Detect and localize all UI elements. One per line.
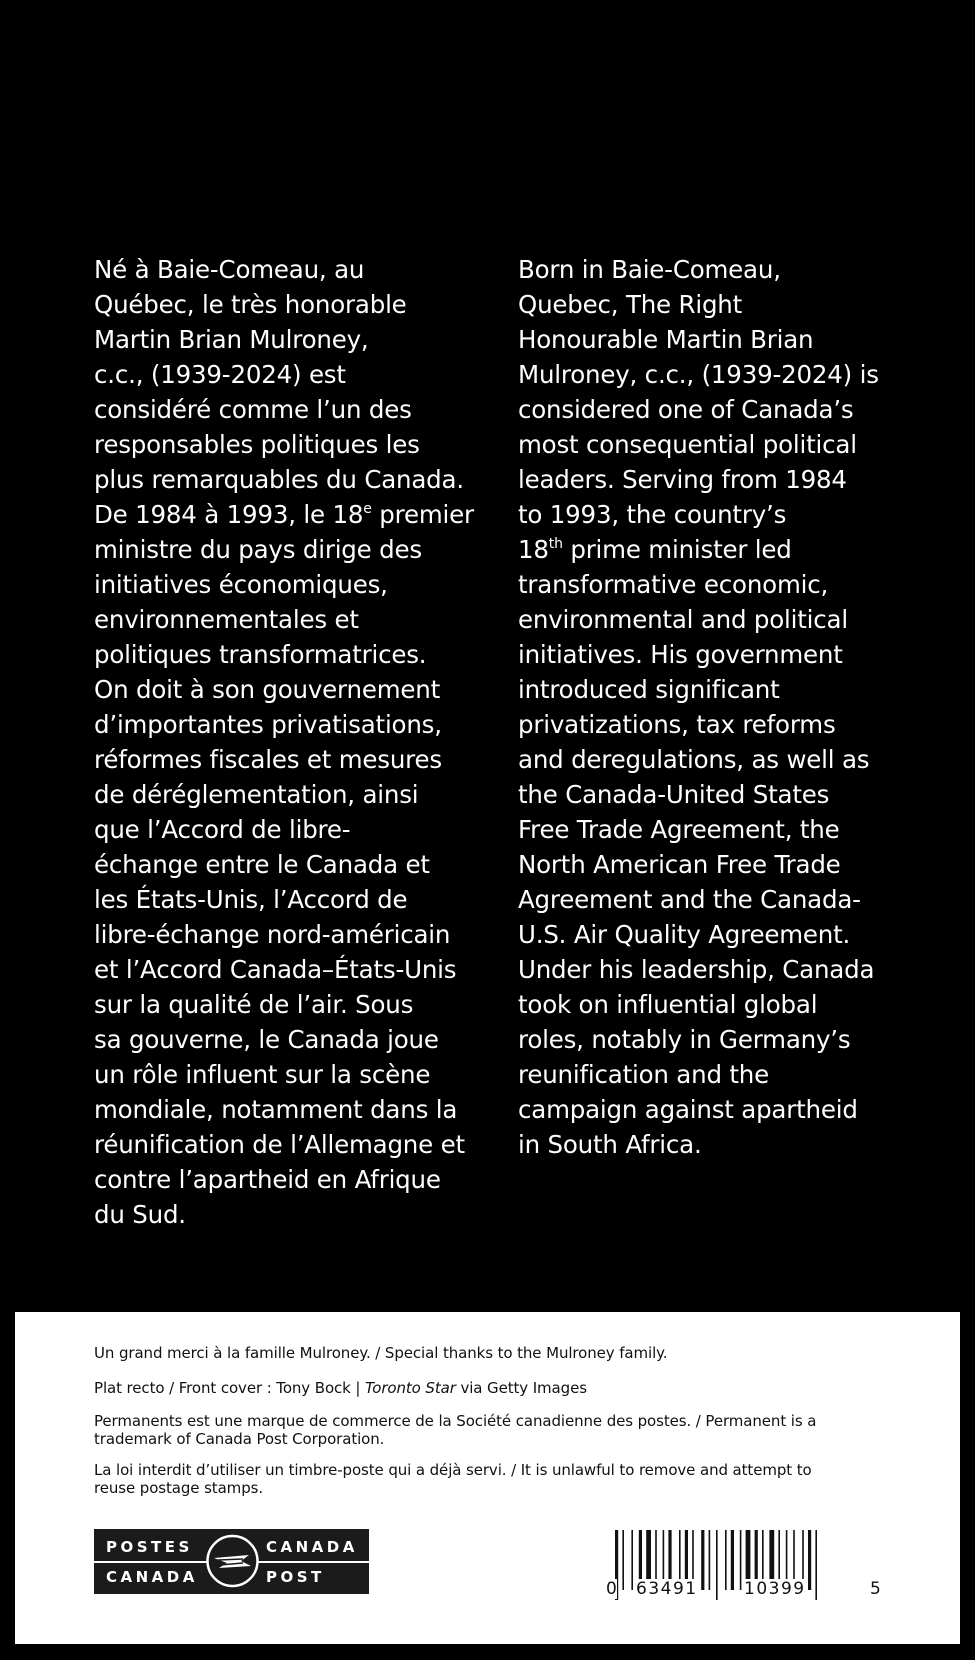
thanks-note [94,1344,914,1362]
trademark-line: Permanents est une marque de commerce de la Société canadienne des postes. / Permanent is a [94,1412,817,1430]
french-line: et l’Accord Canada–États-Unis [94,955,457,984]
barcode-check-digit: 5 [870,1579,881,1599]
english-line: Mulroney, c.c., (1939-2024) is [518,360,879,389]
law-line: reuse postage stamps. [94,1479,263,1497]
english-line: Free Trade Agreement, the [518,815,840,844]
english-line-text: 18 [518,535,549,564]
french-line: plus remarquables du Canada. [94,465,464,494]
english-line: and deregulations, as well as [518,745,870,774]
french-line: contre l’apartheid en Afrique [94,1165,441,1194]
credit-publication: Toronto Star [365,1379,456,1397]
logo-rule-left [94,1561,207,1563]
english-line-text: prime minister led [562,535,792,564]
english-line: environmental and political [518,605,848,634]
french-line: du Sud. [94,1200,186,1229]
law-note [94,1461,914,1497]
english-line: Quebec, The Right [518,290,743,319]
english-line: introduced significant [518,675,780,704]
english-line: initiatives. His government [518,640,843,669]
barcode-bar [815,1530,817,1600]
french-line: On doit à son gouvernement [94,675,440,704]
english-line: most consequential political [518,430,857,459]
logo-word-post: POST [266,1568,325,1586]
french-line-text: De 1984 à 1993, le 18 [94,500,364,529]
french-line: les États-Unis, l’Accord de [94,885,408,914]
barcode-left-digits: 63491 [636,1579,698,1599]
ordinal-superscript: e [363,501,372,517]
french-line: réformes fiscales et mesures [94,745,442,774]
barcode-bar [701,1530,704,1590]
english-line: U.S. Air Quality Agreement. [518,920,851,949]
logo-word-postes: POSTES [106,1538,193,1556]
english-line: the Canada-United States [518,780,830,809]
canada-post-emblem-icon [205,1533,260,1589]
barcode-bar [731,1530,734,1590]
footer-panel [15,1312,960,1644]
french-line-ordinal [94,497,474,532]
french-line: Né à Baie-Comeau, au [94,255,365,284]
french-line-text: premier [371,500,474,529]
english-line: to 1993, the country’s [518,500,787,529]
english-line: leaders. Serving from 1984 [518,465,847,494]
logo-word-canada-bottom: CANADA [106,1568,198,1586]
english-line: privatizations, tax reforms [518,710,836,739]
french-line: considéré comme l’un des [94,395,412,424]
french-line: libre-échange nord-américain [94,920,451,949]
french-line: que l’Accord de libre- [94,815,351,844]
trademark-note [94,1412,914,1448]
english-line: Agreement and the Canada- [518,885,861,914]
english-line: reunification and the [518,1060,769,1089]
english-line: considered one of Canada’s [518,395,854,424]
french-line: sur la qualité de l’air. Sous [94,990,414,1019]
logo-word-canada-top: CANADA [266,1538,358,1556]
english-description [518,252,898,1162]
english-line: in South Africa. [518,1130,702,1159]
english-line: Honourable Martin Brian [518,325,814,354]
logo-rule-right [257,1561,369,1563]
english-line: campaign against apartheid [518,1095,858,1124]
english-line: took on influential global [518,990,818,1019]
french-line: échange entre le Canada et [94,850,430,879]
ordinal-superscript: th [548,536,563,552]
french-line: c.c., (1939-2024) est [94,360,346,389]
french-line: sa gouverne, le Canada joue [94,1025,439,1054]
cover-credit-line [94,1379,914,1397]
barcode-bar [808,1530,811,1590]
french-line: de déréglementation, ainsi [94,780,419,809]
french-line: responsables politiques les [94,430,420,459]
barcode-first-digit: 0 [606,1579,617,1599]
credit-suffix: via Getty Images [455,1379,587,1397]
cover-credit [94,1379,914,1397]
barcode-bar [716,1530,718,1600]
barcode-bar [709,1530,711,1590]
french-line: Québec, le très honorable [94,290,407,319]
canada-post-logo [94,1529,369,1594]
french-description [94,252,474,1232]
barcode-right-digits: 10399 [744,1579,806,1599]
french-line: d’importantes privatisations, [94,710,442,739]
english-line: transformative economic, [518,570,829,599]
barcode-bar [622,1530,624,1590]
english-line: Under his leadership, Canada [518,955,875,984]
french-line: réunification de l’Allemagne et [94,1130,465,1159]
french-line: Martin Brian Mulroney, [94,325,369,354]
trademark-line: trademark of Canada Post Corporation. [94,1430,385,1448]
french-line: un rôle influent sur la scène [94,1060,431,1089]
french-line: environnementales et [94,605,359,634]
french-line: mondiale, notamment dans la [94,1095,458,1124]
credit-prefix: Plat recto / Front cover : Tony Bock | [94,1379,366,1397]
english-line-ordinal [518,532,898,567]
french-line: initiatives économiques, [94,570,388,599]
law-line: La loi interdit d’utiliser un timbre-poste qui a déjà servi. / It is unlawful to remove and attempt to [94,1461,812,1479]
english-line: roles, notably in Germany’s [518,1025,851,1054]
barcode-bar [725,1530,727,1590]
french-line: ministre du pays dirige des [94,535,422,564]
thanks-text: Un grand merci à la famille Mulroney. / Special thanks to the Mulroney family. [94,1344,668,1362]
french-line: politiques transformatrices. [94,640,427,669]
english-line: North American Free Trade [518,850,841,879]
english-line: Born in Baie-Comeau, [518,255,781,284]
barcode-bar [631,1530,633,1590]
